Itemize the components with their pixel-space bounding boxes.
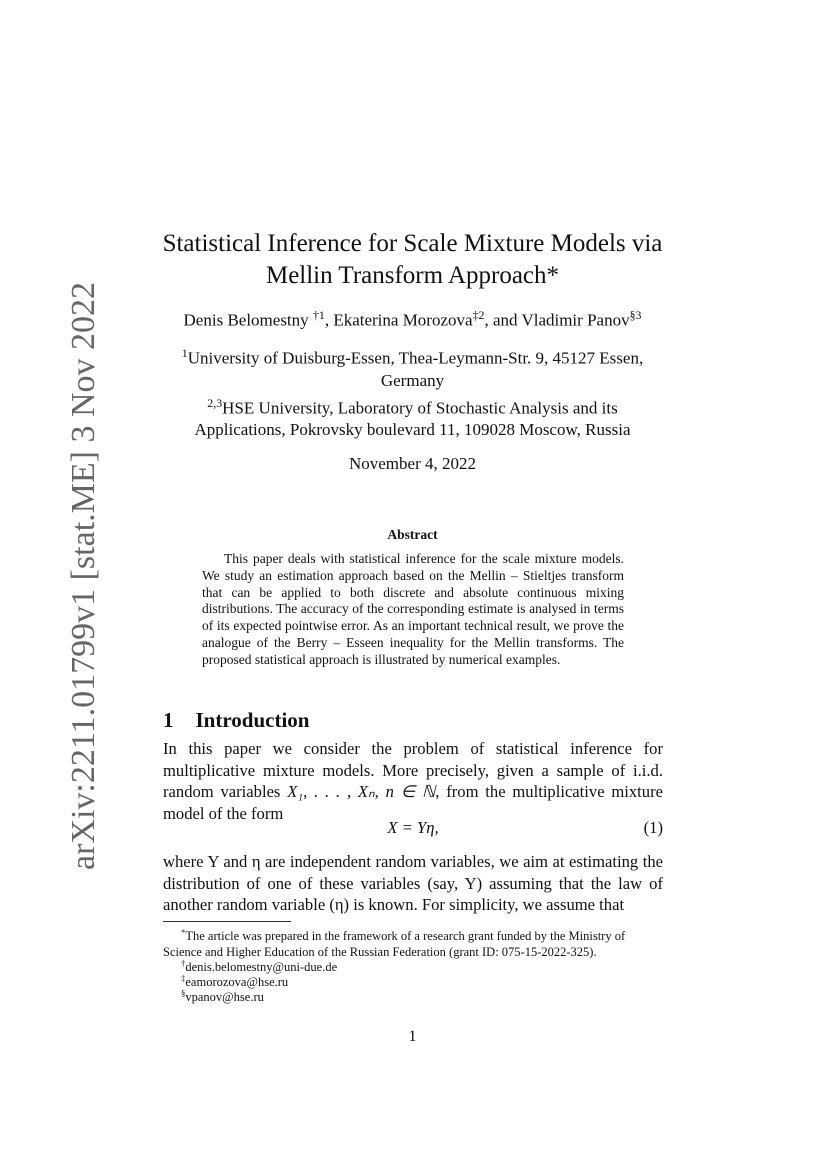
footnote-funding	[163, 925, 665, 960]
intro-p1-text-b: , from the multiplicative mixture model of the form	[163, 782, 663, 823]
email-morozova[interactable]: eamorozova@hse.ru	[185, 975, 289, 990]
footnote-email-panov	[163, 986, 665, 1006]
affiliation-mark-2: 2,3	[207, 395, 223, 410]
section-heading	[163, 708, 309, 733]
author-morozova: , Ekaterina Morozova	[324, 310, 473, 330]
email-belomestny[interactable]: denis.belomestny@uni-due.de	[185, 960, 338, 975]
footnote-rule	[163, 921, 291, 922]
intro-paragraph-2: where Y and η are independent random variables, we aim at estimating the distribution of one of these variables (say, Y) assuming that the law of another random variable (η) is known. For simplicity, we assume that	[163, 852, 663, 914]
section-title: Introduction	[195, 708, 310, 732]
footnote-mark-dagger: †	[181, 958, 186, 968]
page-number: 1	[408, 1028, 417, 1045]
title-line-2: Mellin Transform Approach*	[265, 262, 560, 289]
affiliation-2-line-2: Applications, Pokrovsky boulevard 11, 109028 Moscow, Russia	[194, 420, 631, 440]
footnote-funding-text: The article was prepared in the framework of a research grant funded by the Ministry of Science and Higher Education of the Russian Federation (grant ID: 075-15-2022-325).	[163, 929, 626, 959]
paper-title	[130, 228, 695, 292]
footnote-mark-funding: *	[181, 927, 186, 937]
affiliation-2-line-1: HSE University, Laboratory of Stochastic Analysis and its	[222, 398, 618, 418]
arxiv-identifier: arXiv:2211.01799v1 [stat.ME] 3 Nov 2022	[65, 281, 102, 870]
abstract-heading: Abstract	[387, 527, 438, 542]
equation-label: (1)	[643, 818, 663, 837]
intro-p1-math: X₁, . . . , Xₙ, n ∈ ℕ	[287, 782, 436, 801]
title-line-1: Statistical Inference for Scale Mixture Models via	[162, 230, 663, 257]
arxiv-sidebar-stamp	[12, 281, 102, 870]
intro-paragraph-1	[163, 738, 663, 824]
equation-body: X = Yη,	[387, 818, 439, 837]
author-panov: , and Vladimir Panov	[484, 310, 630, 330]
author-list	[130, 308, 695, 331]
intro-p1-text-a: In this paper we consider the problem of statistical inference for multiplicative mixture models. More precisely, given a sample of i.i.d. random variables	[163, 739, 663, 801]
affiliation-1-line-1: University of Duisburg-Essen, Thea-Leymann-Str. 9, 45127 Essen,	[187, 348, 644, 368]
abstract-text: This paper deals with statistical inference for the scale mixture models. We study an estimation approach based on the Mellin – Stieltjes transform that can be applied to both discrete and absolute continuous mixing distributions. The accuracy of the corresponding estimate is analysed in terms of its expected pointwise error. As an important technical result, we prove the analogue of the Berry – Esseen inequality for the Mellin transforms. The proposed statistical approach is illustrated by numerical examples.	[202, 551, 624, 667]
footnote-mark-double-dagger: ‡	[181, 973, 186, 983]
email-panov[interactable]: vpanov@hse.ru	[185, 990, 264, 1005]
affiliation-mark-1: 1	[181, 346, 188, 360]
author-mark-3: §3	[629, 308, 642, 322]
paper-date: November 4, 2022	[348, 454, 476, 473]
affiliations	[150, 342, 675, 441]
affiliation-1-line-2: Germany	[380, 370, 445, 390]
section-number: 1	[163, 708, 174, 732]
author-belomestny: Denis Belomestny	[183, 310, 309, 330]
author-mark-1: †1	[312, 308, 325, 322]
footnote-mark-section: §	[181, 988, 186, 998]
author-mark-2: ‡2	[472, 308, 485, 322]
